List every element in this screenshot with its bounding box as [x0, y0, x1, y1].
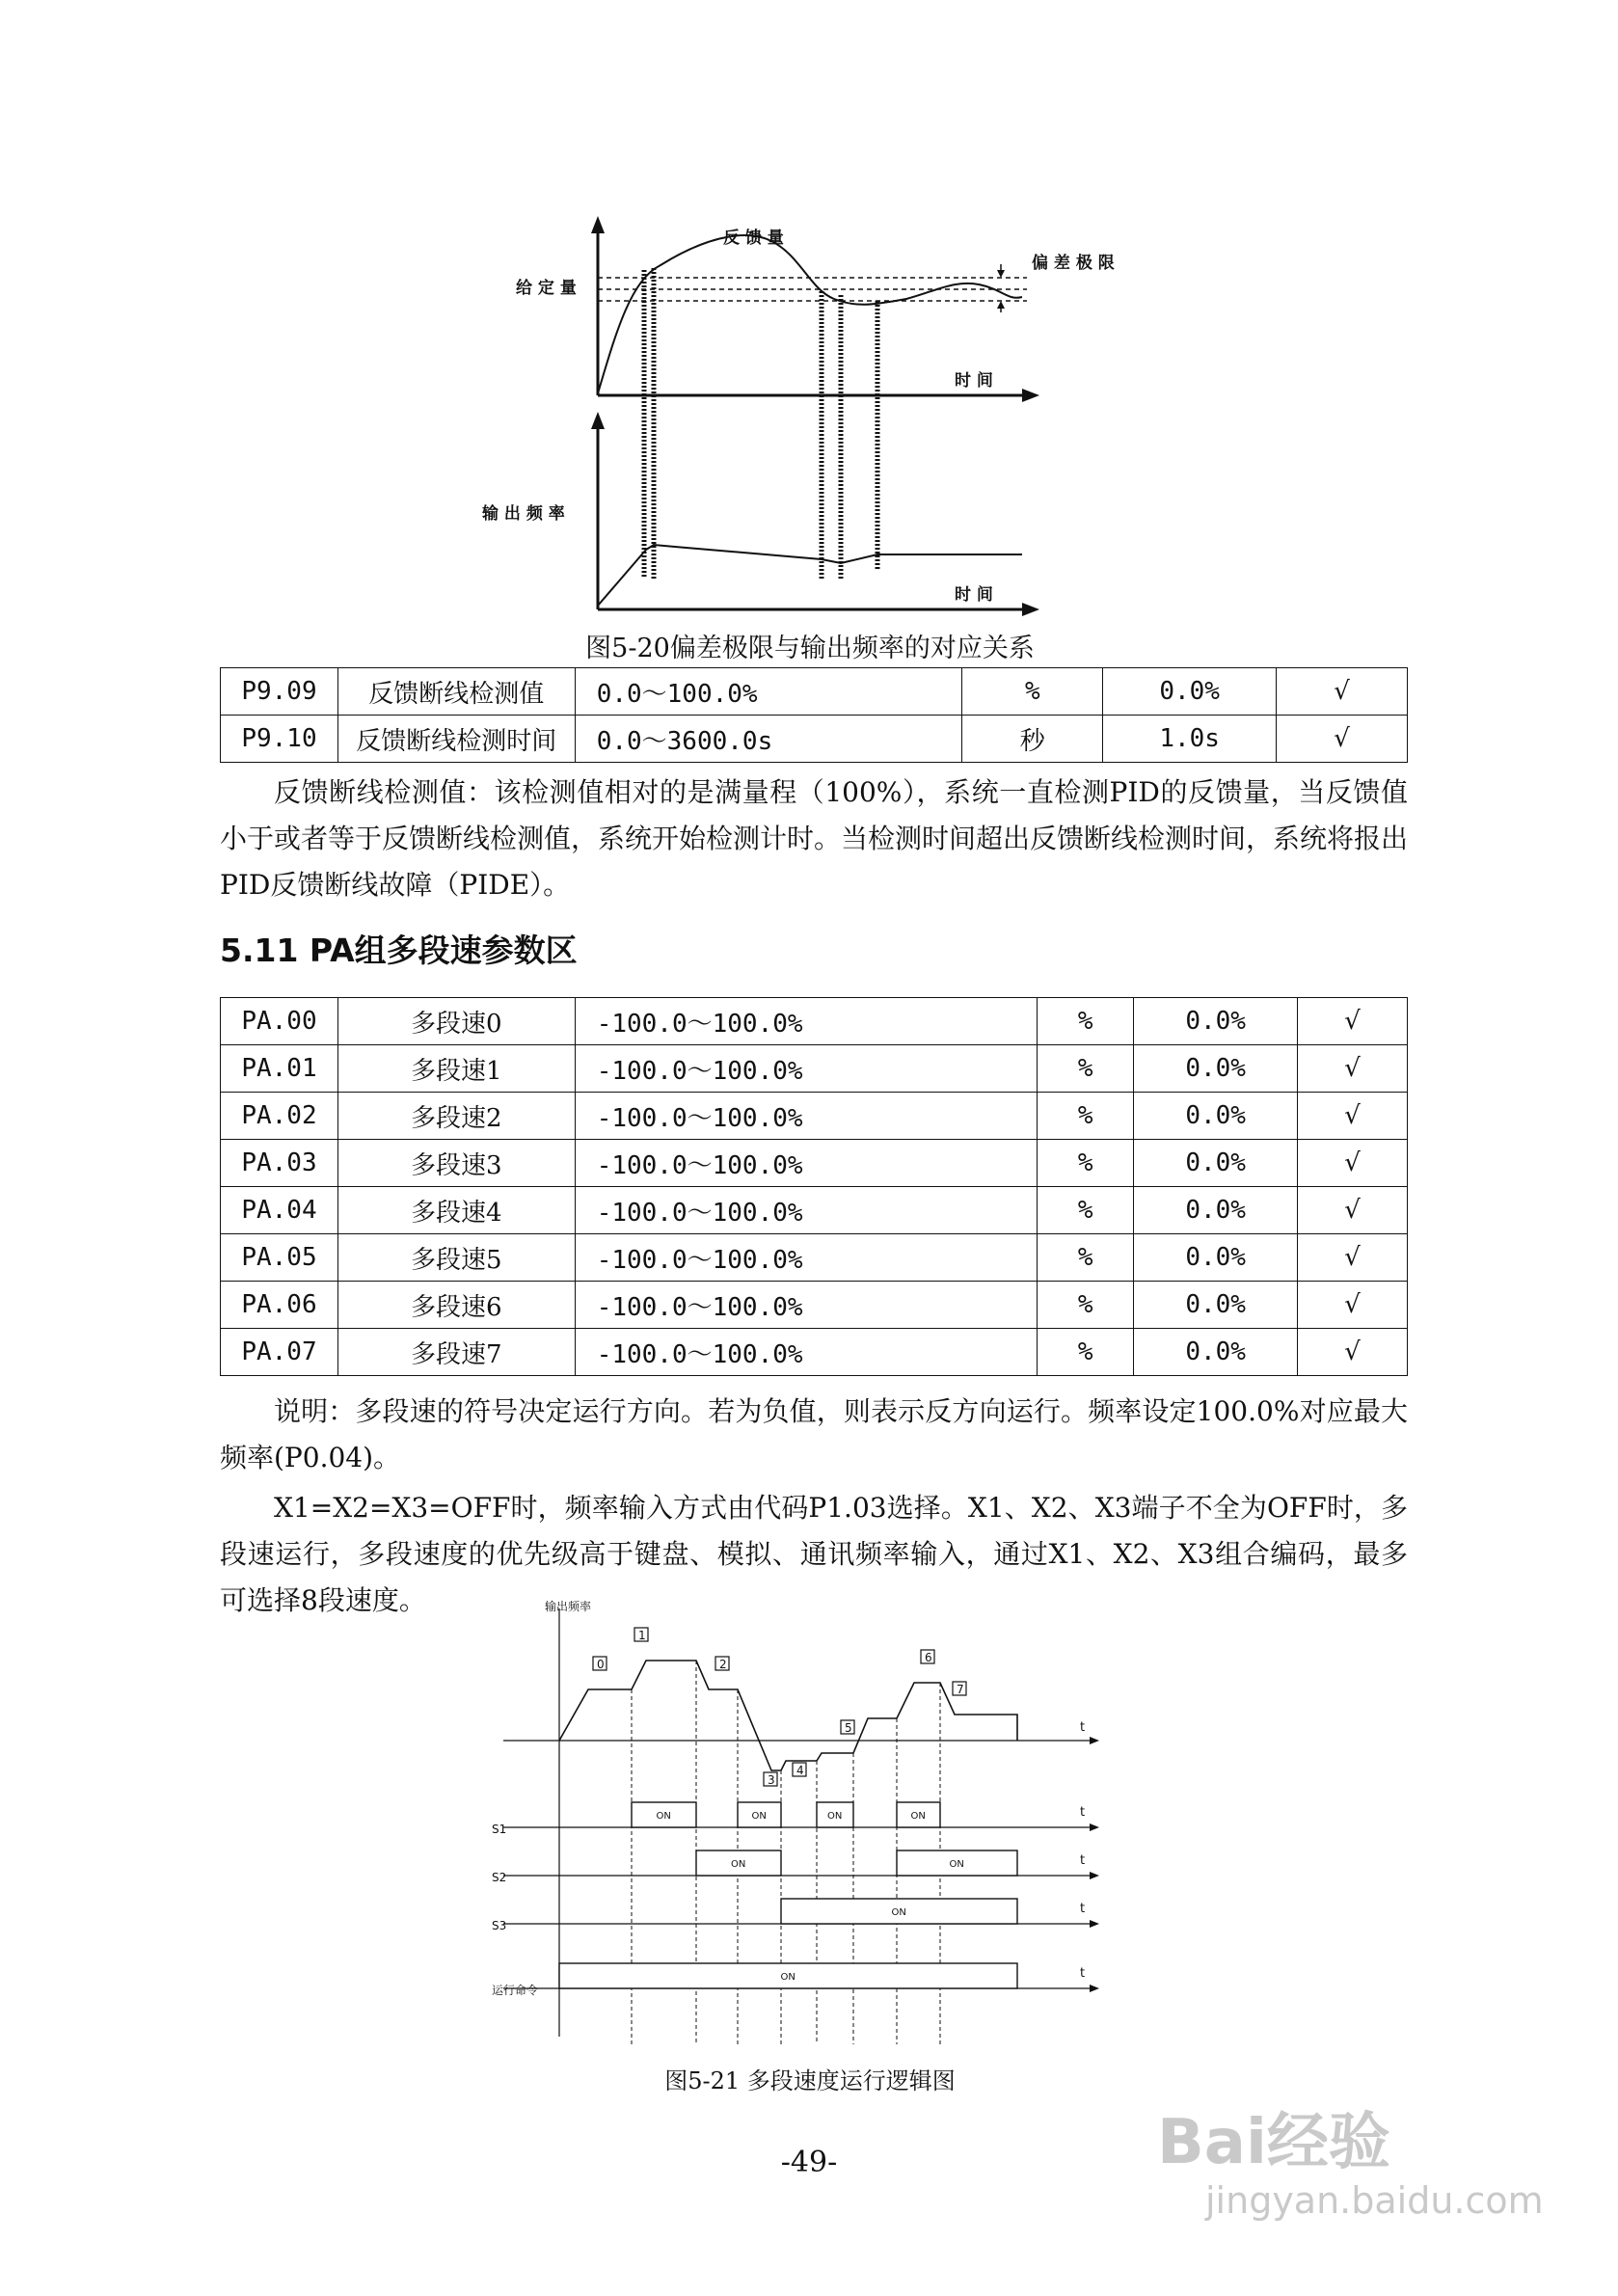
label-time-bottom: 时 间 — [955, 585, 993, 605]
param-name: 反馈断线检测值 — [337, 668, 575, 716]
param-mark: √ — [1298, 1234, 1408, 1282]
param-unit: % — [1038, 1140, 1134, 1187]
param-range: -100.0～100.0% — [575, 1045, 1038, 1093]
pulse-on-label: ON — [656, 1811, 671, 1822]
paragraph-note: 说明：多段速的符号决定运行方向。若为负值，则表示反方向运行。频率设定100.0%对应最大频率(P0.04)。 — [220, 1395, 1408, 1473]
param-range: -100.0～100.0% — [575, 1140, 1038, 1187]
watermark-url: jingyan.baidu.com — [1205, 2179, 1544, 2222]
table-feedback-params — [220, 667, 1408, 763]
signal-name: S3 — [492, 1919, 507, 1932]
param-unit: % — [1038, 998, 1134, 1045]
param-unit: % — [962, 668, 1103, 716]
signal-row — [492, 1899, 1099, 1932]
param-range: -100.0～100.0% — [575, 1234, 1038, 1282]
param-name: 多段速2 — [337, 1093, 575, 1140]
param-range: -100.0～100.0% — [575, 1187, 1038, 1234]
param-code: PA.03 — [221, 1140, 338, 1187]
table-row — [221, 1234, 1408, 1282]
param-default: 0.0% — [1103, 668, 1277, 716]
pulse-on-label: ON — [751, 1811, 767, 1822]
param-default: 0.0% — [1134, 1282, 1298, 1329]
param-unit: % — [1038, 1093, 1134, 1140]
watermark-brand: Bai经验 — [1157, 2107, 1390, 2178]
param-code: PA.01 — [221, 1045, 338, 1093]
label-time-top: 时 间 — [955, 371, 993, 391]
figure-multispeed-logic — [492, 1591, 1128, 2068]
param-range: -100.0～100.0% — [575, 998, 1038, 1045]
table-multispeed-params — [220, 997, 1408, 1376]
feedback-curve — [598, 235, 1022, 393]
param-mark: √ — [1277, 668, 1408, 716]
step-labels — [593, 1628, 966, 1787]
pulse-on-label: ON — [827, 1811, 843, 1822]
table-row — [221, 1329, 1408, 1376]
pulse-on-label: ON — [910, 1811, 926, 1822]
pulse-on-label: ON — [780, 1972, 796, 1983]
param-name: 多段速5 — [337, 1234, 575, 1282]
frequency-profile — [559, 1661, 1017, 1770]
param-name: 多段速0 — [337, 998, 575, 1045]
param-name: 多段速4 — [337, 1187, 575, 1234]
param-default: 0.0% — [1134, 1187, 1298, 1234]
table-row — [221, 668, 1408, 716]
param-code: PA.06 — [221, 1282, 338, 1329]
param-unit: % — [1038, 1045, 1134, 1093]
pulse-on-label: ON — [891, 1907, 906, 1918]
param-unit: 秒 — [962, 716, 1103, 763]
figure2-caption: 图5-21 多段速度运行逻辑图 — [664, 2067, 956, 2094]
step-label: 3 — [768, 1773, 775, 1787]
table-row — [221, 1282, 1408, 1329]
param-name: 多段速7 — [337, 1329, 575, 1376]
label-output-frequency: 输 出 频 率 — [482, 504, 565, 524]
param-default: 0.0% — [1134, 1329, 1298, 1376]
step-label: 4 — [796, 1764, 804, 1777]
signal-name: 运行命令 — [492, 1984, 539, 1997]
figure-deviation-limit — [463, 212, 1157, 627]
paragraph-multispeed: X1=X2=X3=OFF时，频率输入方式由代码P1.03选择。X1、X2、X3端子不全为OFF时，多段速运行，多段速度的优先级高于键盘、模拟、通讯频率输入，通过X1、X2、X3组合编码，最多可选择8段速度。 — [220, 1492, 1408, 1616]
param-range: -100.0～100.0% — [575, 1282, 1038, 1329]
signal-name: S1 — [492, 1823, 507, 1836]
t-label: t — [1080, 1902, 1086, 1916]
table-row — [221, 716, 1408, 763]
param-unit: % — [1038, 1187, 1134, 1234]
signal-row — [492, 1963, 1099, 1997]
param-code: PA.02 — [221, 1093, 338, 1140]
param-range: 0.0～100.0% — [575, 668, 962, 716]
section-heading: 5.11 PA组多段速参数区 — [220, 932, 578, 969]
table-row — [221, 1045, 1408, 1093]
pulse-on-label: ON — [731, 1859, 746, 1870]
param-range: 0.0～3600.0s — [575, 716, 962, 763]
paragraph-feedback-break: 反馈断线检测值：该检测值相对的是满量程（100%），系统一直检测PID的反馈量，当反馈值小于或者等于反馈断线检测值，系统开始检测计时。当检测时间超出反馈断线检测时间，系统将报出PID反馈断线故障（PIDE）。 — [220, 776, 1409, 901]
param-mark: √ — [1298, 1282, 1408, 1329]
figure1-caption: 图5-20偏差极限与输出频率的对应关系 — [585, 634, 1035, 663]
param-range: -100.0～100.0% — [575, 1329, 1038, 1376]
label-setpoint: 给 定 量 — [516, 279, 577, 298]
transition-lines — [644, 268, 877, 579]
param-mark: √ — [1298, 1140, 1408, 1187]
param-unit: % — [1038, 1282, 1134, 1329]
signal-row — [492, 1802, 1099, 1836]
t-label-freq: t — [1080, 1720, 1086, 1735]
param-unit: % — [1038, 1234, 1134, 1282]
param-unit: % — [1038, 1329, 1134, 1376]
param-default: 0.0% — [1134, 1093, 1298, 1140]
page-number: -49- — [780, 2146, 838, 2179]
table-row — [221, 998, 1408, 1045]
y-axis-label: 输出频率 — [545, 1600, 592, 1613]
param-range: -100.0～100.0% — [575, 1093, 1038, 1140]
signal-rows — [492, 1802, 1099, 1997]
step-label: 1 — [638, 1629, 646, 1642]
param-mark: √ — [1298, 998, 1408, 1045]
param-code: P9.09 — [221, 668, 338, 716]
param-name: 多段速6 — [337, 1282, 575, 1329]
t-label: t — [1080, 1966, 1086, 1981]
label-deviation-limit: 偏 差 极 限 — [1032, 254, 1115, 273]
param-name: 多段速3 — [337, 1140, 575, 1187]
param-name: 多段速1 — [337, 1045, 575, 1093]
param-default: 0.0% — [1134, 1234, 1298, 1282]
step-label: 7 — [957, 1683, 964, 1696]
param-code: PA.07 — [221, 1329, 338, 1376]
param-default: 1.0s — [1103, 716, 1277, 763]
step-label: 2 — [719, 1658, 727, 1671]
table-row — [221, 1187, 1408, 1234]
param-mark: √ — [1298, 1329, 1408, 1376]
t-label: t — [1080, 1853, 1086, 1868]
param-mark: √ — [1298, 1045, 1408, 1093]
param-default: 0.0% — [1134, 998, 1298, 1045]
label-feedback: 反 馈 量 — [723, 229, 784, 248]
step-label: 6 — [925, 1651, 932, 1664]
pulse-on-label: ON — [949, 1859, 964, 1870]
param-mark: √ — [1298, 1187, 1408, 1234]
signal-name: S2 — [492, 1871, 507, 1884]
param-default: 0.0% — [1134, 1045, 1298, 1093]
param-code: PA.04 — [221, 1187, 338, 1234]
param-mark: √ — [1298, 1093, 1408, 1140]
param-code: PA.00 — [221, 998, 338, 1045]
param-mark: √ — [1277, 716, 1408, 763]
signal-row — [492, 1850, 1099, 1884]
step-label: 5 — [845, 1721, 852, 1735]
param-name: 反馈断线检测时间 — [337, 716, 575, 763]
param-code: PA.05 — [221, 1234, 338, 1282]
param-default: 0.0% — [1134, 1140, 1298, 1187]
step-label: 0 — [597, 1658, 605, 1671]
t-label: t — [1080, 1805, 1086, 1820]
table-row — [221, 1093, 1408, 1140]
table-row — [221, 1140, 1408, 1187]
param-code: P9.10 — [221, 716, 338, 763]
